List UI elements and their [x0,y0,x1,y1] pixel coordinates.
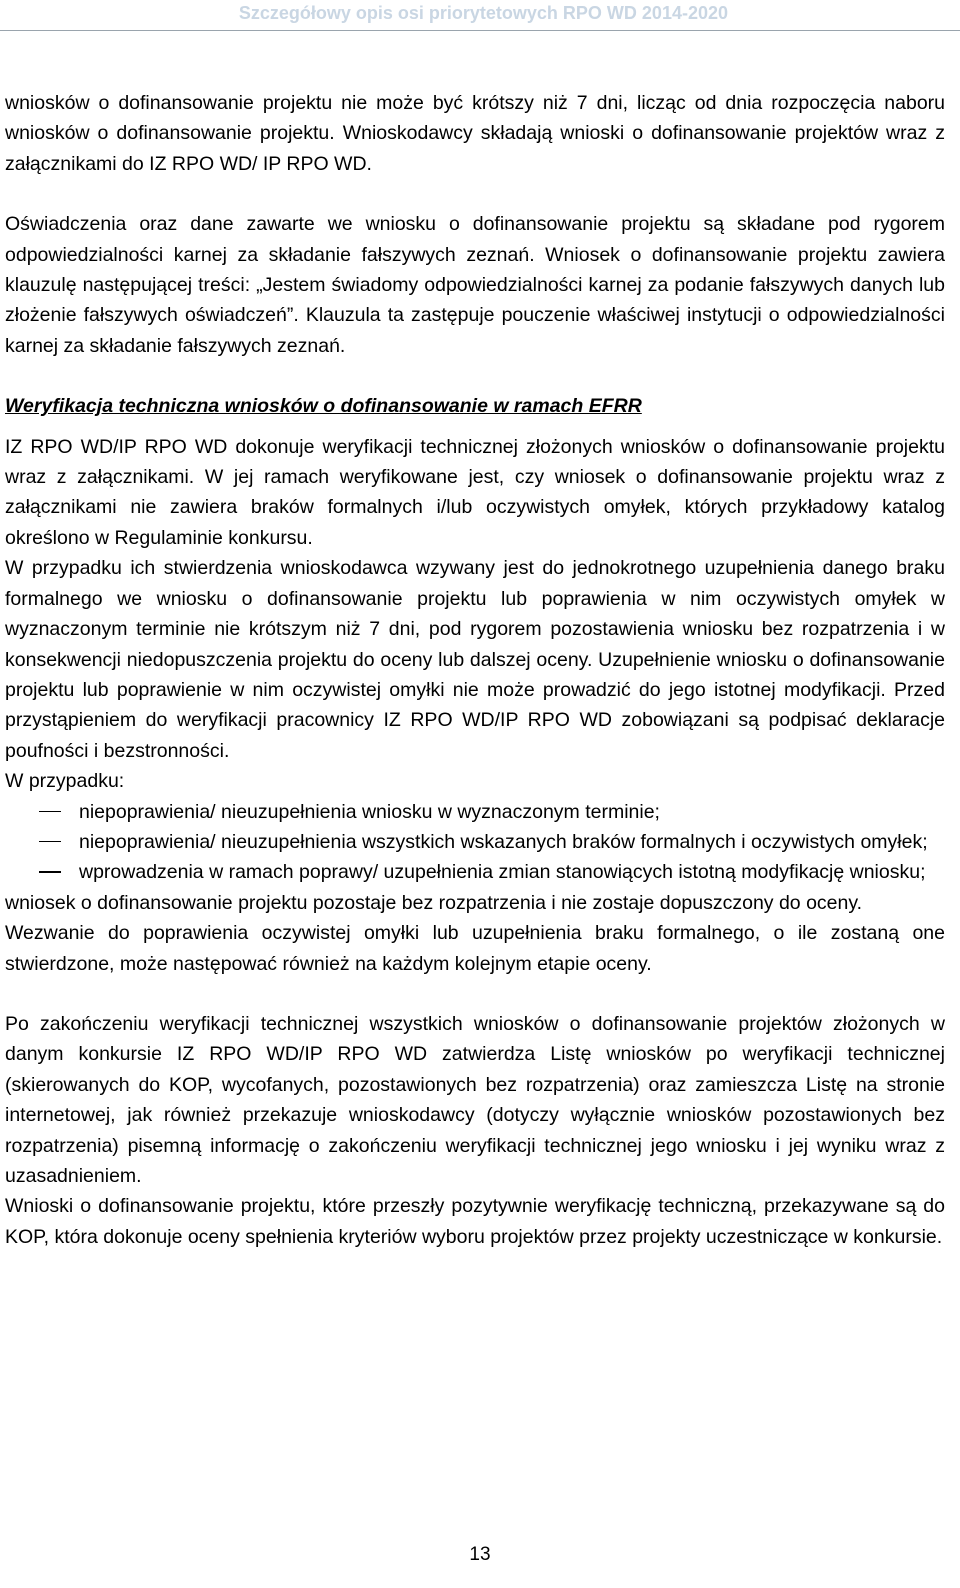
header-title: Szczegółowy opis osi priorytetowych RPO WD 2014-2020 [238,3,728,23]
page-header [0,0,960,30]
header-rule [0,30,960,31]
paragraph-4: W przypadku ich stwierdzenia wnioskodawca wzywany jest do jednokrotnego uzupełnienia danego braku formalnego we wniosku o dofinansowanie projektu lub poprawienia w nim oczywistych omyłek w wyznaczonym terminie nie krótszym niż 7 dni, pod rygorem pozostawienia wniosku bez rozpatrzenia i w konsekwencji niedopuszczenia projektu do oceny lub dalszej oceny. Uzupełnienie wniosku o dofinansowanie projektu lub poprawienie w nim oczywistej omyłki nie może prowadzić do jego istotnej modyfikacji. Przed przystąpieniem do weryfikacji pracownicy IZ RPO WD/IP RPO WD zobowiązani są podpisać deklaracje poufności i bezstronności. [5,557,945,762]
paragraph-8: Po zakończeniu weryfikacji technicznej wszystkich wniosków o dofinansowanie projektów złożonych w danym konkursie IZ RPO WD/IP RPO WD zatwierdza Listę wniosków po weryfikacji technicznej (skierowanych do KOP, wycofanych, pozostawionych bez rozpatrzenia) oraz zamieszcza Listę na stronie internetowej, jak również przekazuje wnioskodawcy (dotyczy wyłącznie wniosków pozostawionych bez rozpatrzenia) pisemną informację o zakończeniu weryfikacji technicznej jego wniosku i jej wyniku wraz z uzasadnieniem. [5,1012,945,1187]
paragraph-2: Oświadczenia oraz dane zawarte we wniosku o dofinansowanie projektu są składane pod rygorem odpowiedzialności karnej za składanie fałszywych zeznań. Wniosek o dofinansowanie projektu zawiera klauzulę następującej treści: „Jestem świadomy odpowiedzialności karnej za podanie fałszywych danych lub złożenie fałszywych oświadczeń”. Klauzula ta zastępuje pouczenie właściwej instytucji o odpowiedzialności karnej za składanie fałszywych zeznań. [5,213,945,357]
dash-bullet [39,841,61,843]
list-item-text: wprowadzenia w ramach poprawy/ uzupełnienia zmian stanowiących istotną modyfikację wniosku; [79,861,926,884]
paragraph-1: wniosków o dofinansowanie projektu nie może być krótszy niż 7 dni, licząc od dnia rozpoczęcia naboru wniosków o dofinansowanie projektu. Wnioskodawcy składają wnioski o dofinansowanie projektów wraz z załącznikami do IZ RPO WD/ IP RPO WD. [5,92,945,175]
list-item [5,857,945,887]
document-body [5,88,945,1252]
list-item [5,797,945,827]
paragraph-9: Wnioski o dofinansowanie projektu, które przeszły pozytywnie weryfikację techniczną, przekazywane są do KOP, która dokonuje oceny spełnienia kryteriów wyboru projektów przez projekty uczestniczące w konkursie. [5,1195,945,1248]
page-number: 13 [469,1544,491,1565]
dash-bullet [39,871,61,873]
paragraph-5: W przypadku: [5,770,125,793]
list-item [5,827,945,857]
paragraph-3: IZ RPO WD/IP RPO WD dokonuje weryfikacji technicznej złożonych wniosków o dofinansowanie projektu wraz z załącznikami. W jej ramach weryfikowane jest, czy wniosek o dofinansowanie projektu wraz z załącznikami nie zawiera braków formalnych i/lub oczywistych omyłek, których przykładowy katalog określono w Regulaminie konkursu. [5,435,945,549]
dash-list [5,797,945,888]
paragraph-6: wniosek o dofinansowanie projektu pozostaje bez rozpatrzenia i nie zostaje dopuszczony do oceny. [5,891,863,914]
list-item-text: niepoprawienia/ nieuzupełnienia wniosku w wyznaczonym terminie; [79,800,660,823]
paragraph-7: Wezwanie do poprawienia oczywistej omyłki lub uzupełnienia braku formalnego, o ile zostaną one stwierdzone, może następować również na każdym kolejnym etapie oceny. [5,922,945,975]
section-heading: Weryfikacja techniczna wniosków o dofinansowanie w ramach EFRR [5,395,642,418]
list-item-text: niepoprawienia/ nieuzupełnienia wszystkich wskazanych braków formalnych i oczywistych omyłek; [79,830,928,853]
dash-bullet [39,811,61,813]
